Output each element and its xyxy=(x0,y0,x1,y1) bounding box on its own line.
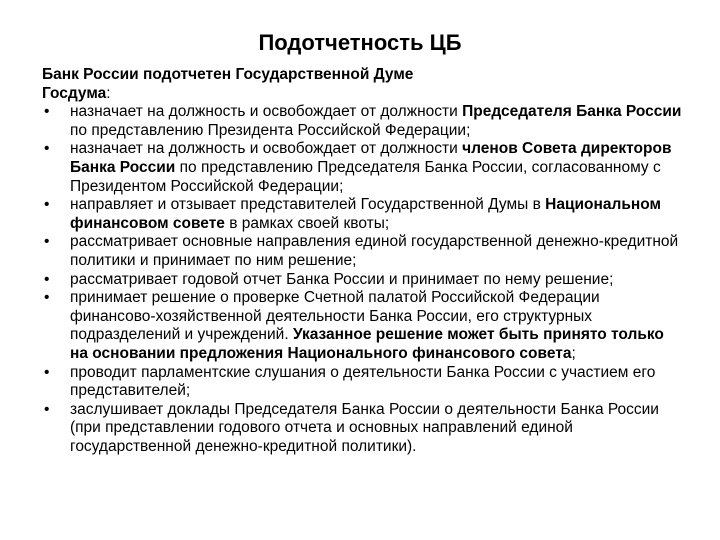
item-text: в рамках своей квоты; xyxy=(224,214,390,232)
item-text: назначает на должность и освобождает от должности xyxy=(70,103,463,121)
slide-subtitle: Банк России подотчетен Государственной Думе xyxy=(42,66,414,83)
item-text: назначает на должность и освобождает от должности xyxy=(70,140,463,158)
item-text: рассматривает годовой отчет Банка России и принимает по нему решение; xyxy=(70,270,614,288)
item-text: ; xyxy=(571,344,576,362)
item-bold-text: членов Совета директоров Банка России xyxy=(70,140,672,176)
list-item-annual-report xyxy=(42,271,682,290)
list-item-financial-council xyxy=(42,196,682,233)
item-bold-text: Национальном финансовом совете xyxy=(70,196,661,232)
intro-colon: : xyxy=(106,84,111,102)
list-item-chairman-reports xyxy=(42,401,682,457)
list-item-audit-chamber xyxy=(42,289,682,363)
slide-content xyxy=(42,66,682,456)
intro-line xyxy=(42,85,682,104)
item-text: принимает решение о проверке Счетной палатой Российской Федерации финансово-хозяйственной деятельности Банка России, его структурных подразделений и учреждений. xyxy=(70,289,600,344)
intro-label: Госдума xyxy=(42,84,107,102)
powers-list xyxy=(42,103,682,456)
item-text: направляет и отзывает представителей Государственной Думы в xyxy=(70,196,546,214)
list-item-hearings xyxy=(42,364,682,401)
item-text: проводит парламентские слушания о деятельности Банка России с участием его представителей; xyxy=(70,363,656,400)
item-bold-text: Председателя Банка России xyxy=(462,103,682,121)
item-bold-text: Указанное решение может быть принято только на основании предложения Национального финансового совета xyxy=(70,326,664,362)
list-item-appoint-chairman xyxy=(42,103,682,140)
item-text: по представлению Президента Российской Федерации; xyxy=(70,121,471,139)
list-item-monetary-policy xyxy=(42,233,682,270)
slide-title: Подотчетность ЦБ xyxy=(258,30,462,55)
list-item-appoint-board xyxy=(42,140,682,196)
item-text: рассматривает основные направления единой государственной денежно-кредитной политики и принимает по ним решение; xyxy=(70,233,679,269)
item-text: заслушивает доклады Председателя Банка России о деятельности Банка России (при представлении годового отчета и основных направлений единой государственной денежно-кредитной политики). xyxy=(70,400,659,455)
item-text: по представлению Председателя Банка России, согласованному с Президентом Российской Федерации; xyxy=(70,158,661,195)
